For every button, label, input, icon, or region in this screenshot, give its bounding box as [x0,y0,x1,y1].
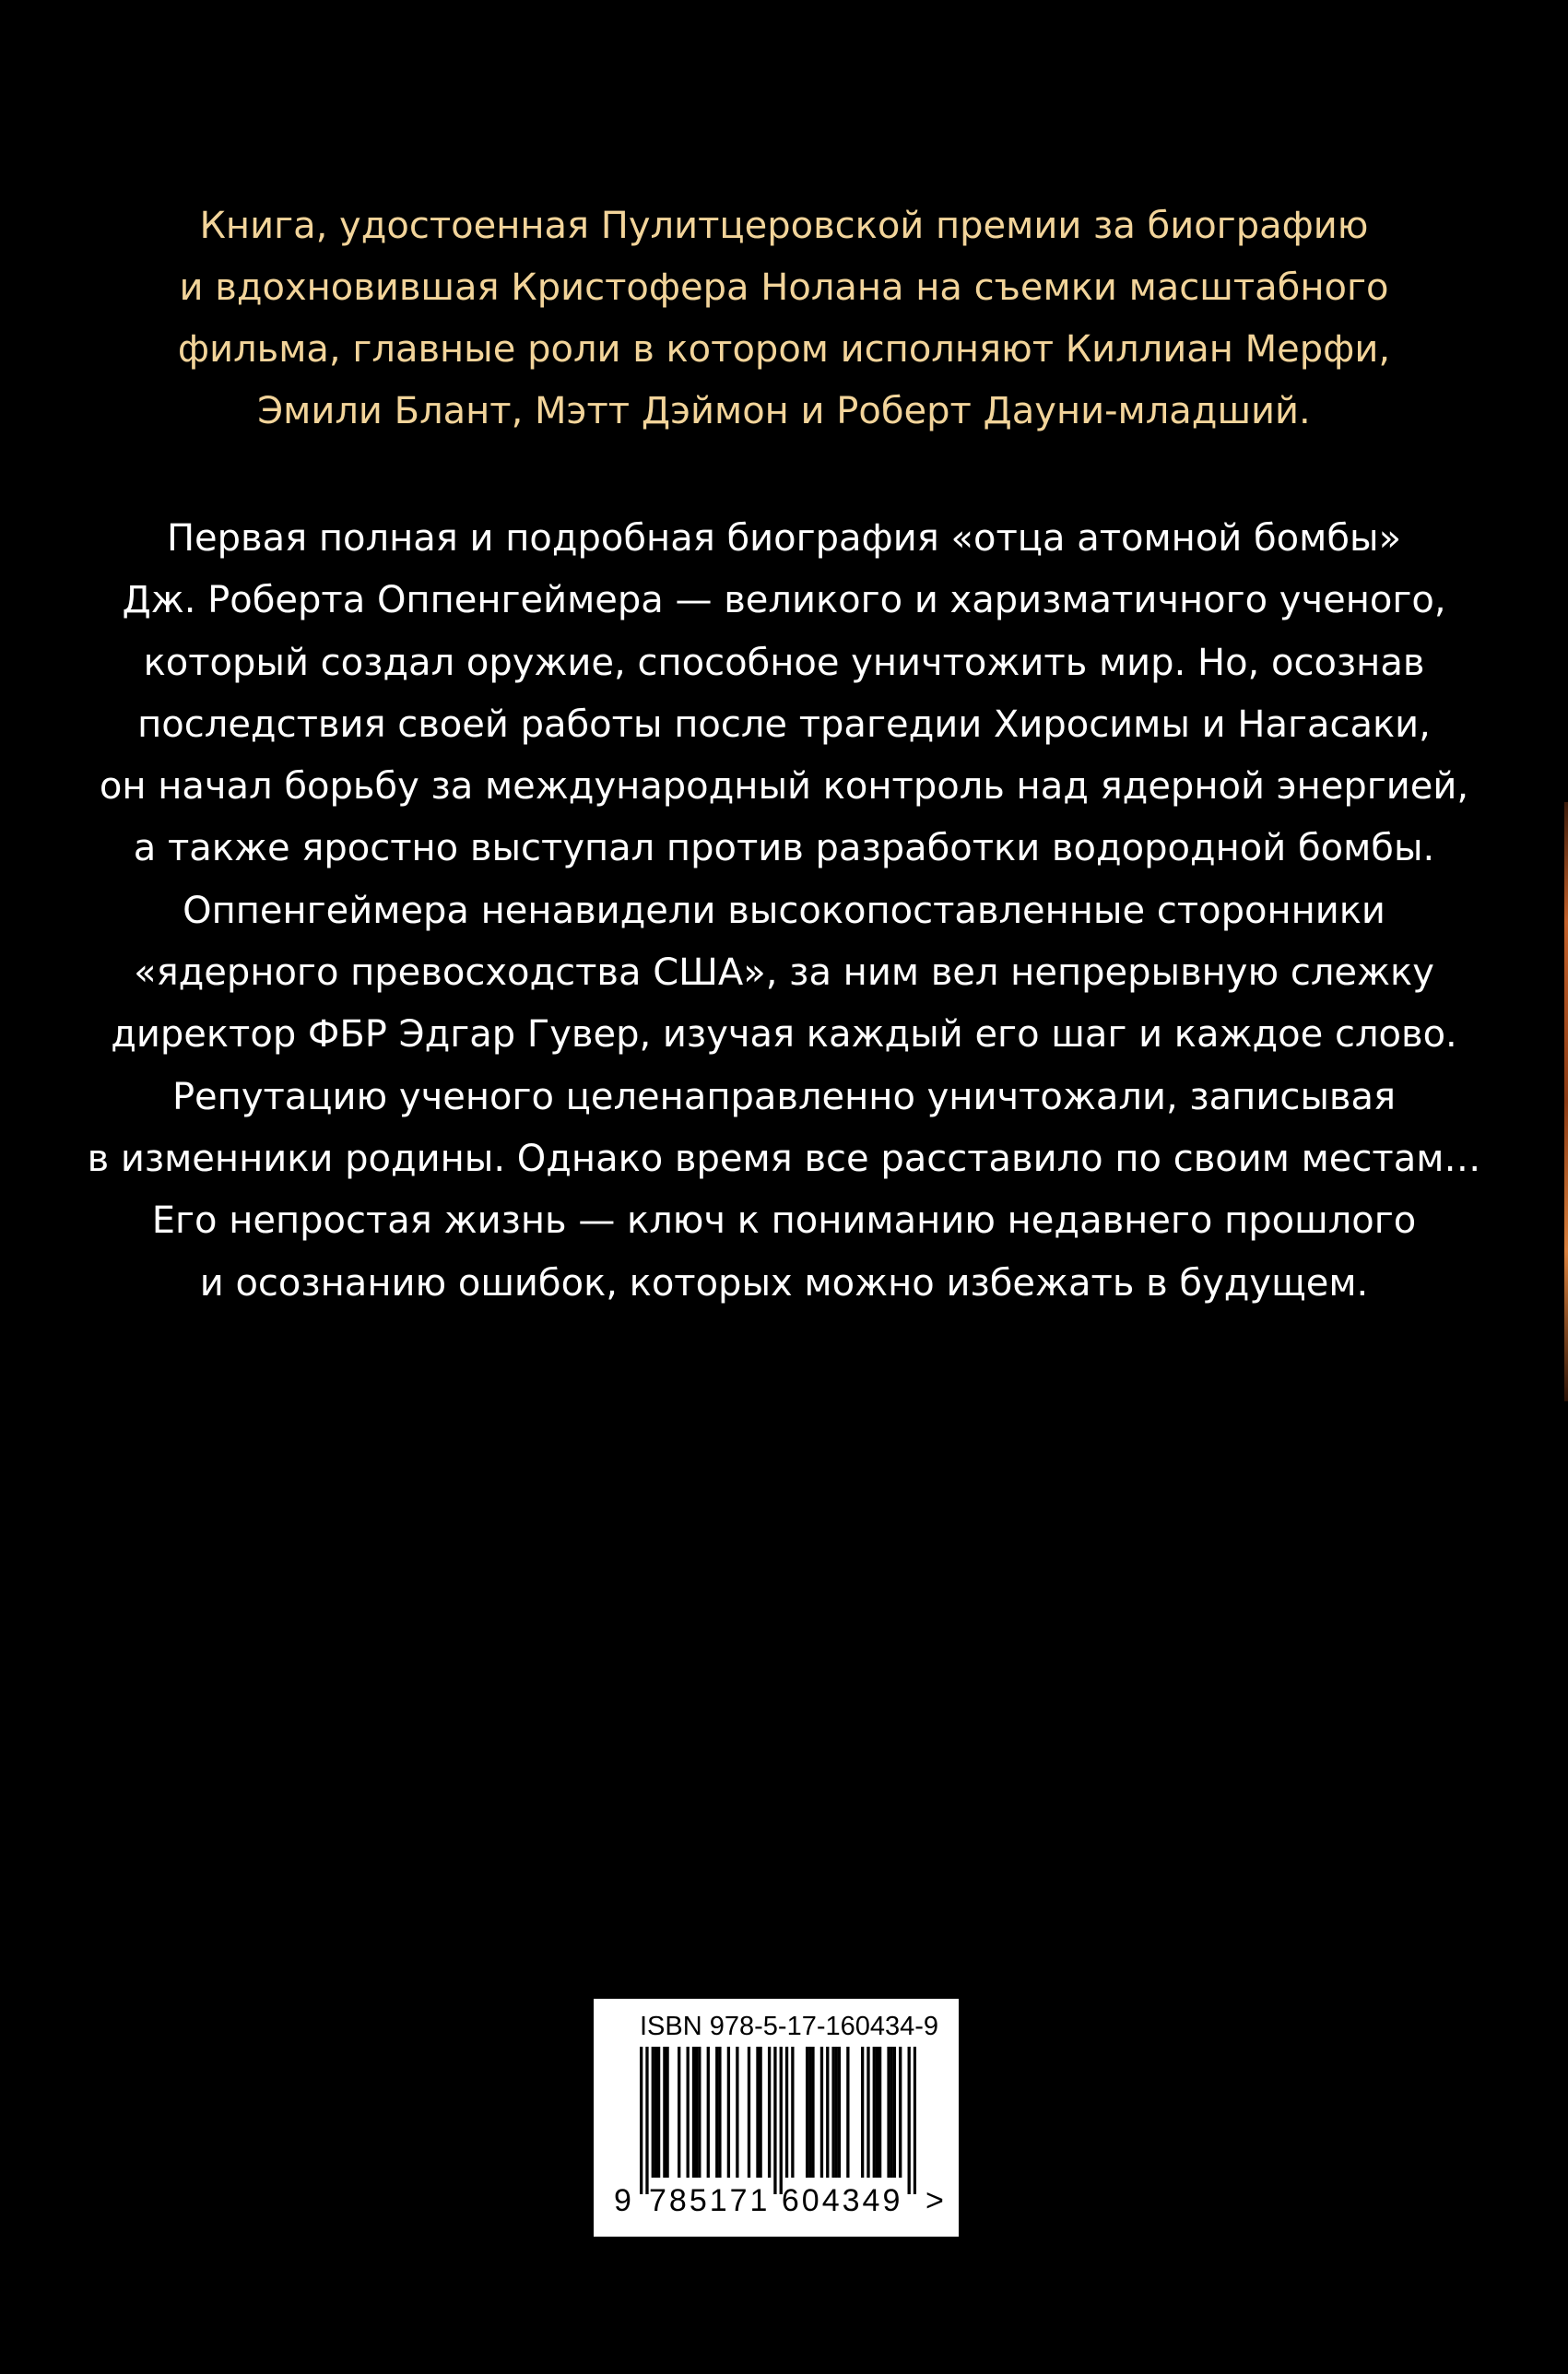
barcode-bar [867,2047,869,2178]
barcode-bar [666,2047,668,2178]
barcode-bar [835,2047,838,2178]
barcode-bar [645,2047,648,2194]
description-line: Дж. Роберта Оппенгеймера — великого и харизматичного ученого, [122,579,1446,622]
barcode-bar [914,2047,916,2194]
barcode-bar [678,2047,680,2178]
description-line: Репутацию ученого целенаправленно уничтожали, записывая [171,1075,1397,1118]
isbn-label: ISBN 978-5-17-160434-9 [640,2012,939,2041]
barcode-bar [698,2047,701,2178]
barcode-bar [695,2047,698,2178]
barcode-bar [893,2047,896,2178]
ean-digits: 785171 604349 [649,2183,903,2218]
barcode-bar [727,2047,730,2178]
barcode-bar [687,2047,690,2178]
barcode-bar [846,2047,849,2178]
barcode-bar [756,2047,759,2178]
barcode-bar [748,2047,750,2178]
tagline-line: фильма, главные роли в котором исполняют Киллиан Мерфи, [177,328,1391,371]
barcode-bars [640,2047,916,2194]
barcode-bar [838,2047,841,2178]
description-line: директор ФБР Эдгар Гувер, изучая каждый его шаг и каждое слово. [111,1013,1457,1057]
description-line: а также яростно выступал против разработки водородной бомбы. [133,827,1435,870]
description-line: в изменники родины. Однако время все расставило по своим местам… [87,1137,1481,1180]
description-line: который создал оружие, способное уничтожить мир. Но, осознав [143,641,1425,684]
barcode-bar [640,2047,643,2194]
barcode-bar [806,2047,808,2178]
barcode-bar [899,2047,902,2178]
barcode-bar [887,2047,890,2178]
tagline-line: Эмили Блант, Мэтт Дэймон и Роберт Дауни-младший. [257,390,1311,432]
barcode-bar [657,2047,660,2178]
barcode-bar [791,2047,794,2178]
barcode-bar [736,2047,738,2178]
barcode-bar [715,2047,718,2178]
tagline-line: и вдохновившая Кристофера Нолана на съемки масштабного [179,266,1389,309]
barcode-bar [826,2047,829,2178]
description-line: Первая полная и подробная биография «отца атомной бомбы» [166,517,1402,560]
award-tagline [0,195,1568,443]
barcode-bar [707,2047,710,2178]
barcode-bar [652,2047,654,2178]
barcode-bar [873,2047,876,2178]
barcode-bar [878,2047,881,2178]
barcode-bar [780,2047,783,2194]
isbn-barcode [594,1999,959,2237]
barcode-bar [692,2047,695,2178]
barcode-bar [820,2047,823,2178]
ean-first-digit: 9 [614,2183,631,2218]
barcode-bar [768,2047,771,2178]
barcode-bar [663,2047,666,2178]
description-line: Оппенгеймера ненавидели высокопоставленные сторонники [183,889,1385,932]
quiet-zone-mark: > [925,2183,944,2218]
barcode-bar [890,2047,893,2178]
barcode-bar [808,2047,811,2178]
barcode-bar [876,2047,878,2178]
barcode-bar [718,2047,721,2178]
tagline-line: Книга, удостоенная Пулитцеровской премии за биографию [199,205,1369,247]
barcode-bar [811,2047,814,2178]
description-line: последствия своей работы после трагедии Хиросимы и Нагасаки, [137,703,1431,746]
barcode-bar [785,2047,788,2178]
barcode-bar [759,2047,761,2178]
description-line: он начал борьбу за международный контроль над ядерной энергией, [99,765,1469,809]
barcode-bar [654,2047,657,2178]
description-line: Его непростая жизнь — ключ к пониманию недавнего прошлого [151,1199,1417,1243]
barcode-bar [831,2047,834,2178]
book-description [0,508,1568,1315]
barcode-bar [861,2047,864,2178]
description-line: и осознанию ошибок, которых можно избежать в будущем. [199,1261,1369,1305]
description-line: «ядерного превосходства США», за ним вел непрерывную слежку [134,951,1434,995]
barcode-bar [773,2047,776,2194]
barcode-bar [908,2047,911,2194]
